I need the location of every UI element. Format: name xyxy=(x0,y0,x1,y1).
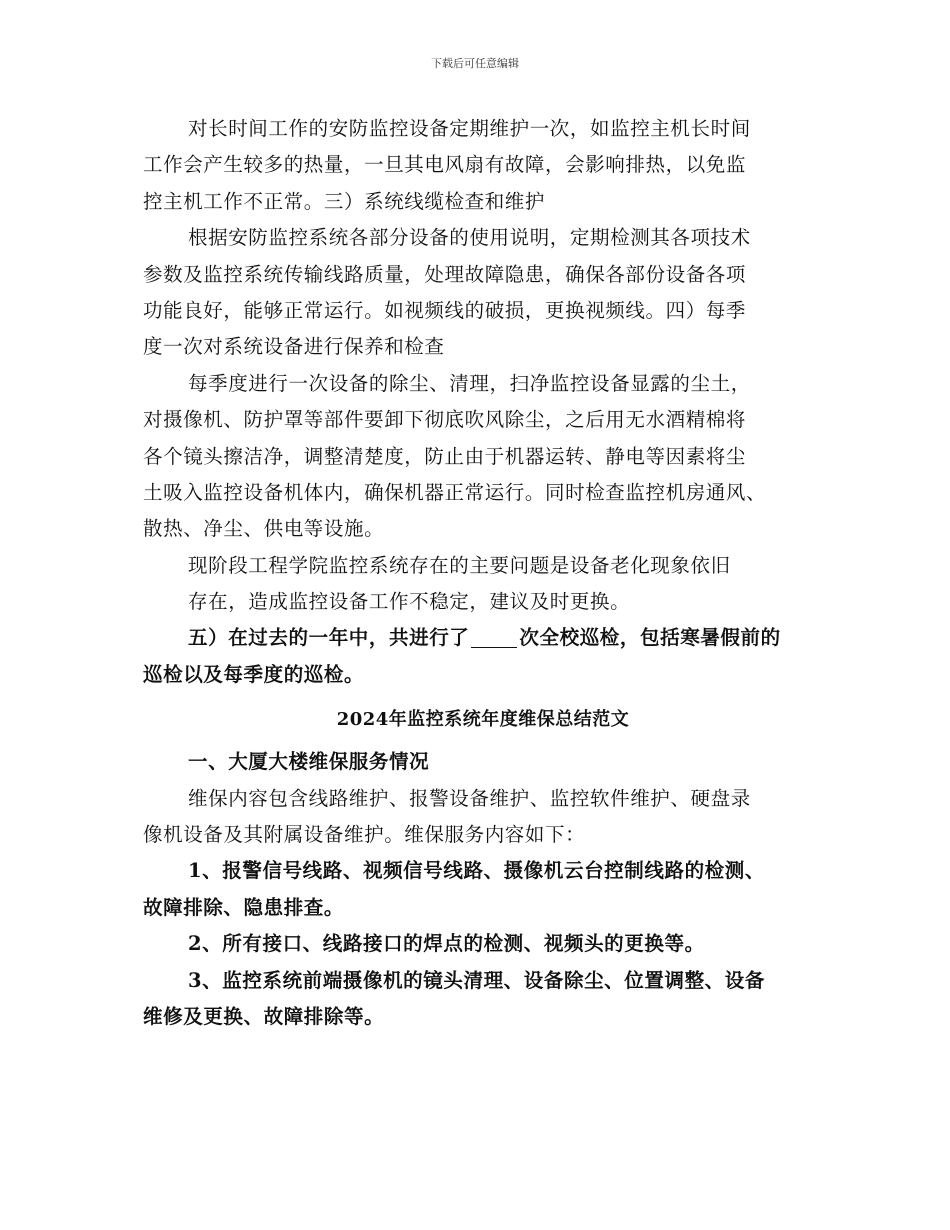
paragraph-line: 土吸入监控设备机体内，确保机器正常运行。同时检查监控机房通风、 xyxy=(143,480,767,504)
fill-in-blank xyxy=(471,627,517,648)
bold-summary-line xyxy=(143,620,823,656)
paragraph-line: 维保内容包含线路维护、报警设备维护、监控软件维护、硬盘录 xyxy=(188,786,751,810)
paragraph-line: 散热、净尘、供电等设施。 xyxy=(143,517,385,541)
bold-summary-line: 巡检以及每季度的巡检。 xyxy=(143,662,365,686)
list-item: 2、所有接口、线路接口的焊点的检测、视频头的更换等。 xyxy=(188,932,705,956)
paragraph-line: 度一次对系统设备进行保养和检查 xyxy=(143,335,445,359)
paragraph-line: 工作会产生较多的热量，一旦其电风扇有故障，会影响排热，以免监 xyxy=(143,153,747,177)
paragraph-line: 像机设备及其附属设备维护。维保服务内容如下： xyxy=(143,823,586,847)
paragraph-line: 存在，造成监控设备工作不稳定，建议及时更换。 xyxy=(188,590,631,614)
list-item: 维修及更换、故障排除等。 xyxy=(143,1004,385,1028)
paragraph-line: 各个镜头擦洁净，调整清楚度，防止由于机器运转、静电等因素将尘 xyxy=(143,444,747,468)
list-item: 1、报警信号线路、视频信号线路、摄像机云台控制线路的检测、 xyxy=(188,859,765,883)
paragraph-line: 每季度进行一次设备的除尘、清理，扫净监控设备显露的尘土， xyxy=(188,371,751,395)
page-header: 下载后可任意编辑 xyxy=(431,57,519,70)
document-body xyxy=(143,111,823,1035)
summary-text-after: 次全校巡检，包括寒暑假前的 xyxy=(519,626,781,650)
paragraph-line: 对长时间工作的安防监控设备定期维护一次，如监控主机长时间 xyxy=(188,117,751,140)
section-title: 2024年监控系统年度维保总结范文 xyxy=(336,709,630,731)
summary-text-before: 五）在过去的一年中，共进行了 xyxy=(188,626,470,650)
list-item: 3、监控系统前端摄像机的镜头清理、设备除尘、位置调整、设备 xyxy=(188,968,765,992)
list-item: 故障排除、隐患排查。 xyxy=(143,895,345,919)
paragraph-line: 控主机工作不正常。三）系统线缆检查和维护 xyxy=(143,189,546,213)
paragraph-line: 参数及监控系统传输线路质量，处理故障隐患，确保各部份设备各项 xyxy=(143,262,747,286)
paragraph-line: 根据安防监控系统各部分设备的使用说明，定期检测其各项技术 xyxy=(188,226,751,250)
paragraph-line: 功能良好，能够正常运行。如视频线的破损，更换视频线。四）每季 xyxy=(143,298,747,322)
section-heading: 一、大厦大楼维保服务情况 xyxy=(188,750,430,774)
paragraph-line: 对摄像机、防护罩等部件要卸下彻底吹风除尘，之后用无水酒精棉将 xyxy=(143,408,747,432)
paragraph-line: 现阶段工程学院监控系统存在的主要问题是设备老化现象依旧 xyxy=(188,553,731,577)
